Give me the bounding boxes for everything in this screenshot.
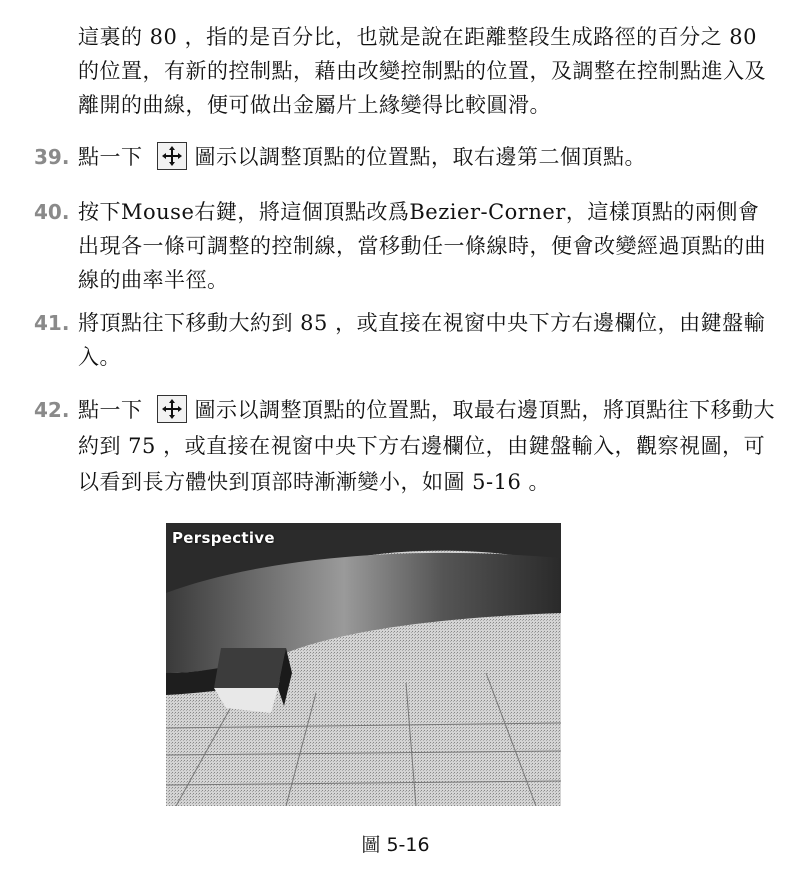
step-text: 圖示以調整頂點的位置點，取最右邊頂點，將頂點往下移動大約到 75 ，或直接在視窗中央下方右邊欄位，由鍵盤輸入，觀察視圖，可以看到長方體快到頂部時漸漸變小，如圖 5-16 。 xyxy=(78,398,775,494)
scene-render xyxy=(166,523,561,806)
move-vertex-icon xyxy=(157,395,187,423)
step-41 xyxy=(34,306,778,374)
step-body xyxy=(78,392,778,500)
step-number: 42. xyxy=(34,398,70,422)
step-pre-icon-text: 點一下 xyxy=(78,145,143,169)
intro-paragraph: 這裏的 80 ，指的是百分比，也就是說在距離整段生成路徑的百分之 80 的位置，有新的控制點，藉由改變控制點的位置，及調整在控制點進入及離開的曲線，便可做出金屬片上緣變得比較圓滑。 xyxy=(78,25,766,117)
figure-caption: 圖 5-16 xyxy=(361,834,430,856)
viewport-label: Perspective xyxy=(172,529,275,547)
perspective-viewport-image xyxy=(166,523,561,806)
step-text: 按下Mouse右鍵，將這個頂點改爲Bezier-Corner，這樣頂點的兩側會出現各一條可調整的控制線，當移動任一條線時，便會改變經過頂點的曲線的曲率半徑。 xyxy=(78,200,766,292)
step-text: 將頂點往下移動大約到 85 ，或直接在視窗中央下方右邊欄位，由鍵盤輸入。 xyxy=(78,311,766,369)
step-number: 39. xyxy=(34,145,70,169)
step-42 xyxy=(34,392,778,500)
step-body xyxy=(78,140,778,174)
move-vertex-icon xyxy=(157,142,187,170)
step-39 xyxy=(34,140,778,174)
step-40 xyxy=(34,195,778,297)
step-pre-icon-text: 點一下 xyxy=(78,398,143,422)
step-number: 41. xyxy=(34,311,70,335)
step-number: 40. xyxy=(34,200,70,224)
step-text: 圖示以調整頂點的位置點，取右邊第二個頂點。 xyxy=(194,145,646,169)
